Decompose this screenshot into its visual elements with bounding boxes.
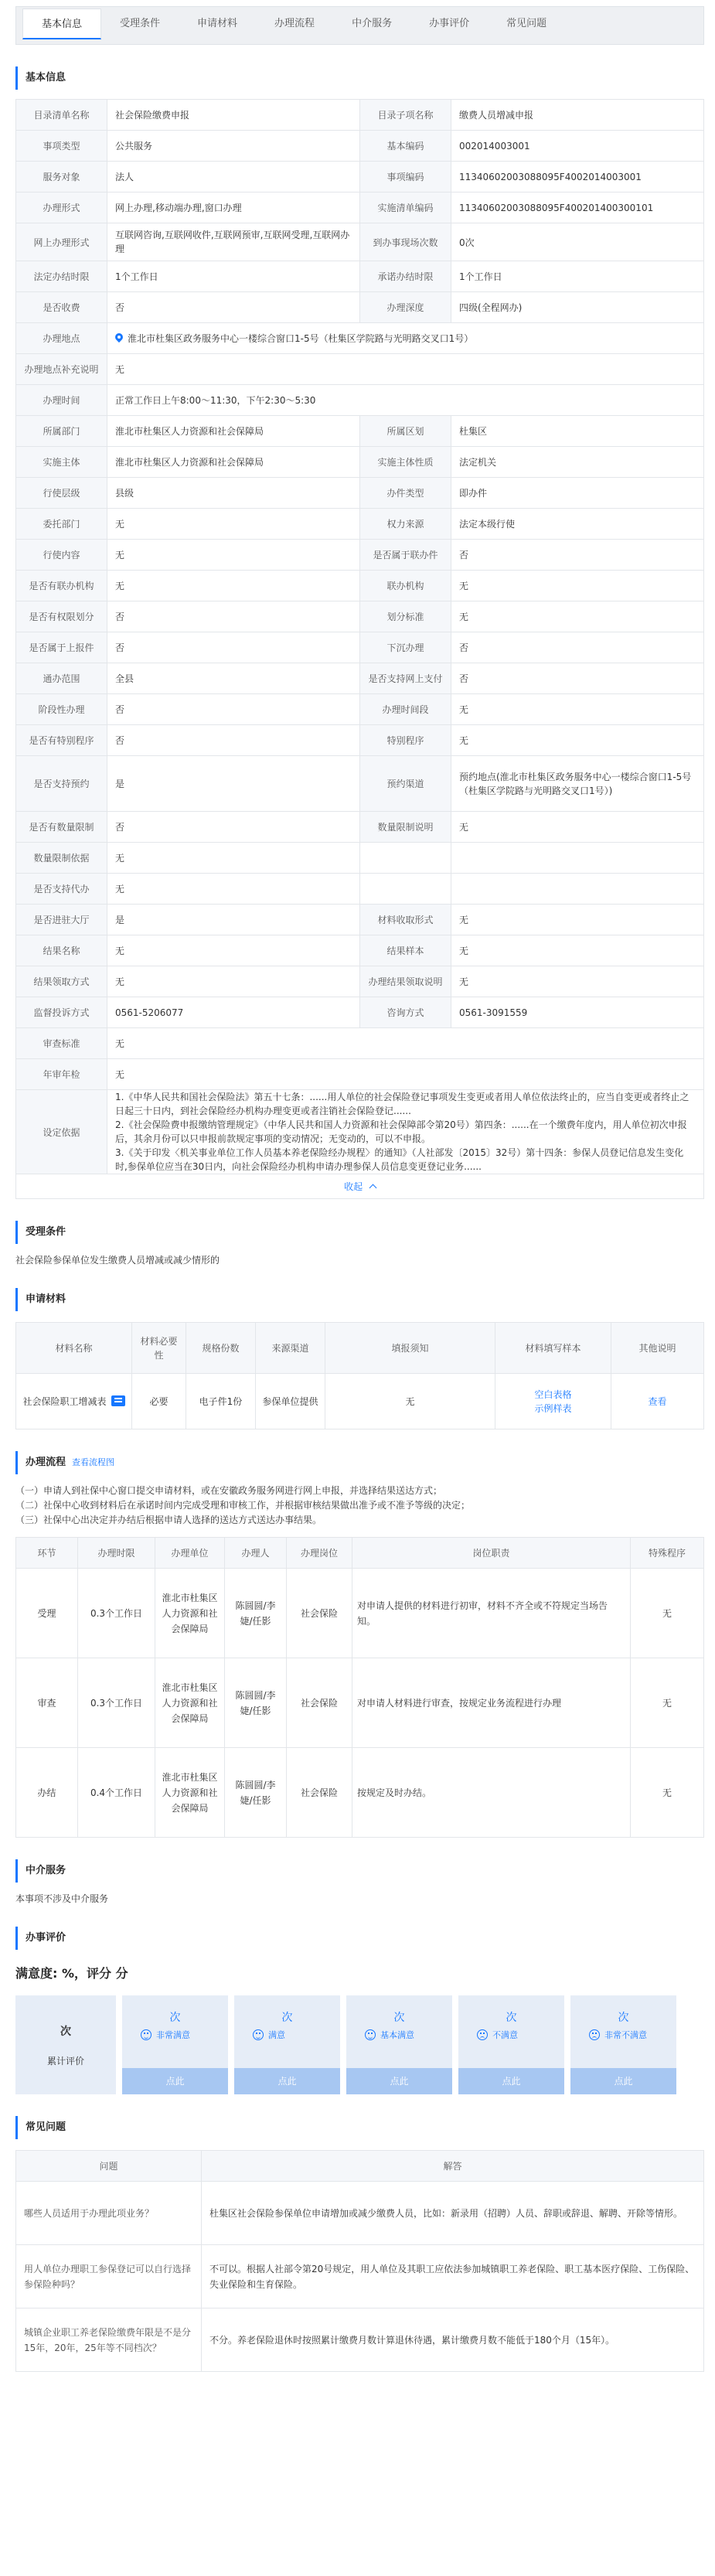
field-value: 是	[107, 756, 360, 812]
rate-button[interactable]: 点此	[234, 2068, 340, 2094]
smile-icon	[141, 2029, 152, 2040]
flow-person: 陈圆圆/李婕/任影	[225, 1748, 287, 1838]
flow-time: 0.3个工作日	[78, 1658, 155, 1748]
flow-step: 办结	[16, 1748, 78, 1838]
material-other-cell	[611, 1374, 704, 1429]
table-row	[16, 1059, 704, 1090]
column-header: 材料名称	[16, 1323, 132, 1374]
flow-step: 审查	[16, 1658, 78, 1748]
field-label: 事项编码	[360, 162, 451, 193]
field-value: 无	[107, 935, 360, 966]
empty-cell	[360, 874, 451, 905]
material-spec: 电子件1份	[186, 1374, 256, 1429]
table-row	[16, 571, 704, 601]
field-value: 法定机关	[451, 447, 704, 478]
rate-button[interactable]: 点此	[122, 2068, 228, 2094]
table-row	[16, 725, 704, 756]
field-value: 否	[451, 632, 704, 663]
flow-table	[15, 1537, 704, 1838]
table-row	[16, 694, 704, 725]
rating-count: 次	[393, 2012, 405, 2024]
legal-basis-item: 3.《关于印发〈机关事业单位工作人员基本养老保险经办规程〉的通知》（人社部发〔2015〕32号）第十四条：参保人员登记信息发生变化时,参保单位应当在30日内，向社会保险经办机构申请办理参保人员信息变更登记业务......	[115, 1147, 684, 1172]
view-flowchart-link[interactable]: 查看流程图	[72, 1457, 115, 1467]
section-title-agency: 中介服务	[15, 1859, 704, 1883]
table-row	[16, 162, 704, 193]
section-title-basic: 基本信息	[15, 66, 704, 90]
table-row	[16, 1374, 704, 1429]
field-label: 办理时间段	[360, 694, 451, 725]
rating-unsatisfied[interactable]	[458, 1995, 564, 2094]
field-value: 预约地点(淮北市杜集区政务服务中心一楼综合窗口1-5号（杜集区学院路与光明路交叉口1号）)	[451, 756, 704, 812]
field-label: 实施主体	[16, 447, 107, 478]
flow-steps	[15, 1484, 704, 1528]
tab-materials[interactable]: 申请材料	[197, 18, 238, 29]
field-value: 无	[451, 601, 704, 632]
smile-icon	[365, 2029, 376, 2040]
field-value: 0561-5206077	[107, 997, 360, 1028]
table-row	[16, 663, 704, 694]
field-value: 网上办理,移动端办理,窗口办理	[107, 193, 360, 223]
faq-answer: 杜集区社会保险参保单位申请增加或减少缴费人员，比如：新录用（招聘）人员、辞职或辞退、解聘、开除等情形。	[202, 2182, 704, 2245]
field-label: 结果样本	[360, 935, 451, 966]
total-count: 次	[60, 2025, 71, 2038]
faq-answer: 不分。养老保险退休时按照累计缴费月数计算退休待遇，累计缴费月数不能低于180个月（15年）。	[202, 2309, 704, 2372]
blank-form-link[interactable]: 空白表格	[534, 1389, 572, 1400]
table-row	[16, 1569, 704, 1658]
frown-icon	[589, 2029, 600, 2040]
rating-count: 次	[281, 2012, 293, 2024]
field-label: 办理深度	[360, 292, 451, 323]
table-row	[16, 632, 704, 663]
faq-question: 哪些人员适用于办理此项业务？	[16, 2182, 202, 2245]
flow-duty: 对申请人材料进行审查，按规定业务流程进行办理	[352, 1658, 631, 1748]
rating-label: 基本满意	[380, 2030, 414, 2040]
field-label: 行使层级	[16, 478, 107, 509]
field-label: 是否支持网上支付	[360, 663, 451, 694]
field-label: 权力来源	[360, 509, 451, 540]
field-value: 全县	[107, 663, 360, 694]
table-row	[16, 478, 704, 509]
field-label: 通办范围	[16, 663, 107, 694]
legal-basis-cell	[107, 1090, 704, 1174]
field-value: 无	[451, 571, 704, 601]
column-header: 特殊程序	[631, 1538, 704, 1569]
column-header: 环节	[16, 1538, 78, 1569]
collapse-toggle[interactable]	[16, 1174, 704, 1199]
rating-label: 满意	[268, 2030, 285, 2040]
material-source: 参保单位提供	[256, 1374, 325, 1429]
materials-table	[15, 1322, 704, 1429]
table-row	[16, 100, 704, 131]
field-value: 无	[451, 905, 704, 935]
section-title-evaluation: 办事评价	[15, 1927, 704, 1950]
table-row	[16, 812, 704, 843]
table-row	[16, 2309, 704, 2372]
flow-duty: 对申请人提供的材料进行初审，材料不齐全或不符规定当场告知。	[352, 1569, 631, 1658]
rating-satisfied[interactable]	[234, 1995, 340, 2094]
field-value: 无	[107, 509, 360, 540]
field-label: 所属区划	[360, 416, 451, 447]
rate-button[interactable]: 点此	[570, 2068, 676, 2094]
column-header: 问题	[16, 2151, 202, 2182]
field-value: 无	[107, 1028, 704, 1059]
field-label: 是否有特别程序	[16, 725, 107, 756]
field-value: 无	[107, 874, 360, 905]
field-label: 预约渠道	[360, 756, 451, 812]
tab-basic-info[interactable]: 基本信息	[22, 9, 101, 39]
field-value: 无	[107, 843, 360, 874]
field-value: 无	[107, 354, 704, 385]
field-value: 法人	[107, 162, 360, 193]
column-header: 其他说明	[611, 1323, 704, 1374]
column-header: 来源渠道	[256, 1323, 325, 1374]
field-value: 无	[451, 694, 704, 725]
tab-faq[interactable]: 常见问题	[506, 18, 547, 29]
faq-question: 用人单位办理职工参保登记可以自行选择参保险种吗？	[16, 2245, 202, 2309]
material-sample-cell	[495, 1374, 611, 1429]
field-label: 目录清单名称	[16, 100, 107, 131]
field-value: 社会保险缴费申报	[107, 100, 360, 131]
field-label: 是否收费	[16, 292, 107, 323]
field-label: 到办事现场次数	[360, 223, 451, 261]
field-value: 否	[107, 292, 360, 323]
flow-post: 社会保险	[287, 1569, 352, 1658]
field-value: 无	[107, 966, 360, 997]
field-value: 否	[451, 663, 704, 694]
empty-cell	[360, 843, 451, 874]
tab-bar	[15, 6, 704, 45]
field-label: 监督投诉方式	[16, 997, 107, 1028]
rating-count: 次	[618, 2012, 629, 2024]
table-row	[16, 1658, 704, 1748]
field-label: 下沉办理	[360, 632, 451, 663]
field-label: 咨询方式	[360, 997, 451, 1028]
column-header: 岗位职责	[352, 1538, 631, 1569]
collapse-label: 收起	[344, 1181, 363, 1192]
location-pin-icon	[115, 333, 123, 343]
field-value: 否	[107, 601, 360, 632]
column-header: 办理岗位	[287, 1538, 352, 1569]
rate-button[interactable]: 点此	[346, 2068, 452, 2094]
column-header: 材料填写样本	[495, 1323, 611, 1374]
field-label: 基本编码	[360, 131, 451, 162]
field-label: 办理时间	[16, 385, 107, 416]
rating-count: 次	[169, 2012, 181, 2024]
field-label: 法定办结时限	[16, 261, 107, 292]
field-label: 所属部门	[16, 416, 107, 447]
section-title-materials: 申请材料	[15, 1288, 704, 1311]
field-label: 联办机构	[360, 571, 451, 601]
table-row	[16, 416, 704, 447]
empty-cell	[451, 874, 704, 905]
field-label: 办理地点	[16, 323, 107, 354]
rating-very-satisfied[interactable]	[122, 1995, 228, 2094]
table-row	[16, 2245, 704, 2309]
empty-cell	[451, 843, 704, 874]
field-label: 行使内容	[16, 540, 107, 571]
field-label: 事项类型	[16, 131, 107, 162]
field-label: 服务对象	[16, 162, 107, 193]
rating-label: 非常满意	[156, 2030, 190, 2040]
table-row	[16, 540, 704, 571]
chevron-up-icon	[369, 1184, 376, 1192]
rating-count: 次	[506, 2012, 517, 2024]
field-value: 否	[451, 540, 704, 571]
field-label: 数量限制依据	[16, 843, 107, 874]
flow-person: 陈圆圆/李婕/任影	[225, 1658, 287, 1748]
field-label: 实施清单编码	[360, 193, 451, 223]
field-label: 审查标准	[16, 1028, 107, 1059]
table-header-row	[16, 2151, 704, 2182]
field-label: 办理结果领取说明	[360, 966, 451, 997]
table-row	[16, 509, 704, 540]
field-label: 办件类型	[360, 478, 451, 509]
field-value: 四级(全程网办)	[451, 292, 704, 323]
rating-very-unsatisfied[interactable]	[570, 1995, 676, 2094]
rating-label: 不满意	[492, 2030, 518, 2040]
field-value: 1个工作日	[107, 261, 360, 292]
example-form-link[interactable]: 示例样表	[534, 1402, 572, 1414]
flow-post: 社会保险	[287, 1658, 352, 1748]
field-value: 无	[451, 935, 704, 966]
section-title-conditions: 受理条件	[15, 1221, 704, 1244]
column-header: 办理时限	[78, 1538, 155, 1569]
flow-title: 办理流程	[26, 1457, 66, 1468]
field-label: 划分标准	[360, 601, 451, 632]
table-row	[16, 997, 704, 1028]
field-label: 办理地点补充说明	[16, 354, 107, 385]
table-row	[16, 935, 704, 966]
field-value: 002014003001	[451, 131, 704, 162]
evaluation-panel	[15, 1995, 704, 2094]
address-text: 淮北市杜集区政务服务中心一楼综合窗口1-5号（杜集区学院路与光明路交叉口1号）	[128, 333, 474, 344]
table-row	[16, 2182, 704, 2245]
field-label: 是否有联办机构	[16, 571, 107, 601]
rate-button[interactable]: 点此	[458, 2068, 564, 2094]
tab-agency[interactable]: 中介服务	[352, 18, 393, 29]
column-header: 材料必要性	[132, 1323, 186, 1374]
field-label: 结果领取方式	[16, 966, 107, 997]
material-notice: 无	[325, 1374, 495, 1429]
field-value: 县级	[107, 478, 360, 509]
field-value: 杜集区	[451, 416, 704, 447]
column-header: 规格份数	[186, 1323, 256, 1374]
field-value: 0次	[451, 223, 704, 261]
faq-table	[15, 2150, 704, 2372]
tab-evaluation[interactable]: 办事评价	[429, 18, 470, 29]
field-label: 是否属于联办件	[360, 540, 451, 571]
rating-basically-satisfied[interactable]	[346, 1995, 452, 2094]
table-row	[16, 756, 704, 812]
field-value: 无	[451, 812, 704, 843]
field-value: 淮北市杜集区人力资源和社会保障局	[107, 447, 360, 478]
field-label: 是否有数量限制	[16, 812, 107, 843]
flow-special: 无	[631, 1658, 704, 1748]
satisfaction-summary: 满意度: %，评分 分	[15, 1966, 128, 1981]
faq-answer: 不可以。根据人社部令第20号规定，用人单位及其职工应依法参加城镇职工养老保险、职工基本医疗保险、工伤保险、失业保险和生育保险。	[202, 2245, 704, 2309]
field-value: 无	[451, 725, 704, 756]
table-row	[16, 843, 704, 874]
field-value: 无	[107, 1059, 704, 1090]
total-evaluation	[15, 1995, 116, 2094]
table-row	[16, 223, 704, 261]
flow-person: 陈圆圆/李婕/任影	[225, 1569, 287, 1658]
table-row	[16, 1748, 704, 1838]
table-row	[16, 1174, 704, 1199]
flow-time: 0.3个工作日	[78, 1569, 155, 1658]
table-header-row	[16, 1323, 704, 1374]
faq-question: 城镇企业职工养老保险缴费年限是不是分15年，20年，25年等不同档次？	[16, 2309, 202, 2372]
field-value: 否	[107, 632, 360, 663]
table-row	[16, 131, 704, 162]
field-value: 即办件	[451, 478, 704, 509]
field-value: 否	[107, 812, 360, 843]
flow-time: 0.4个工作日	[78, 1748, 155, 1838]
rating-label: 非常不满意	[604, 2030, 647, 2040]
material-name: 社会保险职工增减表	[22, 1395, 107, 1407]
field-value: 是	[107, 905, 360, 935]
flow-special: 无	[631, 1748, 704, 1838]
field-label: 年审年检	[16, 1059, 107, 1090]
field-label: 是否支持预约	[16, 756, 107, 812]
field-label: 设定依据	[16, 1090, 107, 1174]
flow-unit: 淮北市杜集区人力资源和社会保障局	[155, 1748, 225, 1838]
field-label: 委托部门	[16, 509, 107, 540]
document-icon[interactable]	[111, 1395, 125, 1406]
column-header: 解答	[202, 2151, 704, 2182]
table-row	[16, 354, 704, 385]
field-value: 1个工作日	[451, 261, 704, 292]
conditions-text: 社会保险参保单位发生缴费人员增减或减少情形的	[15, 1255, 220, 1266]
flow-step-text: （一）申请人到社保中心窗口提交申请材料，或在安徽政务服务网进行网上申报，并选择结果送达方式；	[15, 1485, 443, 1496]
table-row	[16, 1028, 704, 1059]
field-value: 法定本级行使	[451, 509, 704, 540]
field-label: 材料收取形式	[360, 905, 451, 935]
field-value: 无	[107, 571, 360, 601]
field-label: 是否有权限划分	[16, 601, 107, 632]
table-row	[16, 874, 704, 905]
table-row	[16, 601, 704, 632]
field-value: 11340602003088095F4002014003001	[451, 162, 704, 193]
section-title-flow	[15, 1451, 704, 1474]
flow-special: 无	[631, 1569, 704, 1658]
legal-basis-item: 2.《社会保险费申报缴纳管理规定》（中华人民共和国人力资源和社会保障部令第20号）第四条：......在一个缴费年度内，用人单位初次申报后，其余月份可以只申报前款规定事项的变动情况；无变动的，可以不申报。	[115, 1119, 687, 1144]
table-row	[16, 385, 704, 416]
flow-step-text: （三）社保中心出决定并办结后根据申请人选择的送达方式送达办事结果。	[15, 1515, 322, 1525]
field-value: 淮北市杜集区人力资源和社会保障局	[107, 416, 360, 447]
material-name-cell	[16, 1374, 132, 1429]
field-value: 0561-3091559	[451, 997, 704, 1028]
flow-step-text: （二）社保中心收到材料后在承诺时间内完成受理和审核工作，并根据审核结果做出准予或不准予等级的决定；	[15, 1500, 471, 1511]
flow-unit: 淮北市杜集区人力资源和社会保障局	[155, 1658, 225, 1748]
field-label: 是否属于上报件	[16, 632, 107, 663]
table-row	[16, 966, 704, 997]
table-row	[16, 905, 704, 935]
field-value: 公共服务	[107, 131, 360, 162]
total-label: 累计评价	[46, 2055, 84, 2067]
flow-step: 受理	[16, 1569, 78, 1658]
table-row	[16, 261, 704, 292]
field-label: 特别程序	[360, 725, 451, 756]
basic-info-table	[15, 99, 704, 1199]
field-label: 网上办理形式	[16, 223, 107, 261]
field-label: 数量限制说明	[360, 812, 451, 843]
field-value: 11340602003088095F400201400300101	[451, 193, 704, 223]
field-value: 否	[107, 725, 360, 756]
table-header-row	[16, 1538, 704, 1569]
field-value: 无	[107, 540, 360, 571]
column-header: 填报须知	[325, 1323, 495, 1374]
field-value: 缴费人员增减申报	[451, 100, 704, 131]
field-value: 无	[451, 966, 704, 997]
flow-duty: 按规定及时办结。	[352, 1748, 631, 1838]
table-row	[16, 1090, 704, 1174]
field-label: 承诺办结时限	[360, 261, 451, 292]
column-header: 办理单位	[155, 1538, 225, 1569]
smile-icon	[253, 2029, 264, 2040]
flow-post: 社会保险	[287, 1748, 352, 1838]
flow-unit: 淮北市杜集区人力资源和社会保障局	[155, 1569, 225, 1658]
field-label: 办理形式	[16, 193, 107, 223]
field-label: 结果名称	[16, 935, 107, 966]
table-row	[16, 323, 704, 354]
view-link[interactable]: 查看	[648, 1395, 667, 1407]
table-row	[16, 447, 704, 478]
column-header: 办理人	[225, 1538, 287, 1569]
field-label: 目录子项名称	[360, 100, 451, 131]
field-value: 否	[107, 694, 360, 725]
material-required: 必要	[132, 1374, 186, 1429]
section-title-faq: 常见问题	[15, 2116, 704, 2139]
tab-flow[interactable]: 办理流程	[274, 18, 315, 29]
field-label: 是否支持代办	[16, 874, 107, 905]
legal-basis-item: 1.《中华人民共和国社会保险法》第五十七条：......用人单位的社会保险登记事项发生变更或者用人单位依法终止的，应当自变更或者终止之日起三十日内，到社会保险经办机构办理变更或者注销社会保险登记......	[115, 1092, 689, 1116]
frown-icon	[477, 2029, 488, 2040]
table-row	[16, 193, 704, 223]
field-label: 是否进驻大厅	[16, 905, 107, 935]
field-value: 互联网咨询,互联网收件,互联网预审,互联网受理,互联网办理	[107, 223, 360, 261]
field-value: 正常工作日上午8:00～11:30，下午2:30～5:30	[107, 385, 704, 416]
field-label: 阶段性办理	[16, 694, 107, 725]
agency-text: 本事项不涉及中介服务	[15, 1893, 109, 1904]
tab-conditions[interactable]: 受理条件	[120, 18, 161, 29]
address-cell	[107, 323, 704, 354]
table-row	[16, 292, 704, 323]
field-label: 实施主体性质	[360, 447, 451, 478]
